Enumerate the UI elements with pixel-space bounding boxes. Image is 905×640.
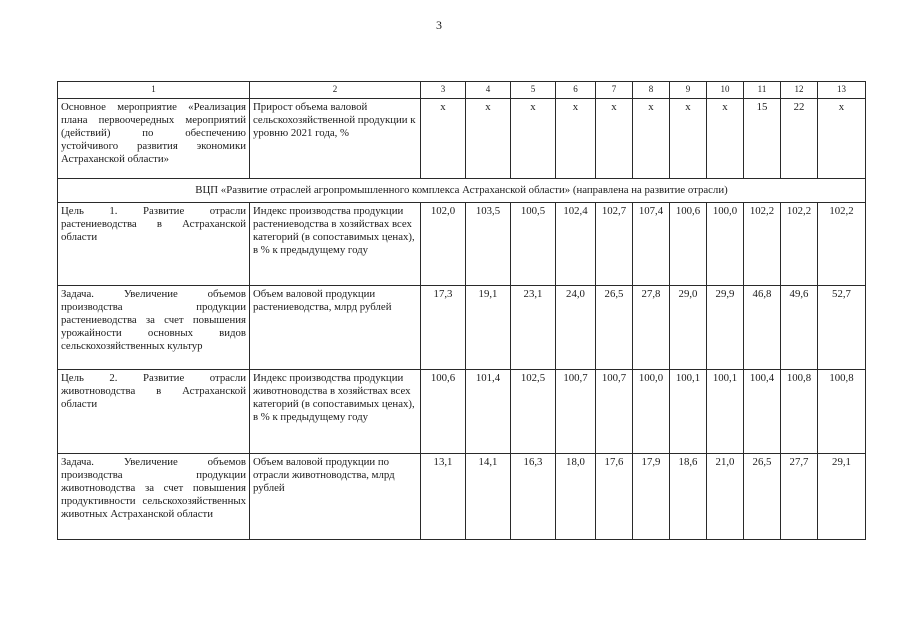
column-number-cell: 3 bbox=[421, 82, 466, 99]
table-row bbox=[58, 454, 866, 540]
value-cell: x bbox=[707, 99, 744, 179]
value-cell: x bbox=[421, 99, 466, 179]
table-row bbox=[58, 286, 866, 370]
value-cell: 21,0 bbox=[707, 454, 744, 540]
value-cell: 100,8 bbox=[781, 370, 818, 454]
value-cell: x bbox=[633, 99, 670, 179]
value-cell: 18,6 bbox=[670, 454, 707, 540]
value-cell: 26,5 bbox=[744, 454, 781, 540]
value-cell: 29,1 bbox=[818, 454, 866, 540]
value-cell: x bbox=[670, 99, 707, 179]
column-number-cell: 5 bbox=[511, 82, 556, 99]
value-cell: 100,1 bbox=[707, 370, 744, 454]
value-cell: 100,0 bbox=[707, 203, 744, 286]
value-cell: 102,7 bbox=[596, 203, 633, 286]
value-cell: 100,4 bbox=[744, 370, 781, 454]
value-cell: x bbox=[556, 99, 596, 179]
value-cell: 17,9 bbox=[633, 454, 670, 540]
column-number-cell: 12 bbox=[781, 82, 818, 99]
indicators-table bbox=[57, 81, 866, 540]
value-cell: 100,7 bbox=[596, 370, 633, 454]
table-row bbox=[58, 99, 866, 179]
column-number-cell: 10 bbox=[707, 82, 744, 99]
indicator-cell: Индекс производства продукции растениеводства в хозяйствах всех категорий (в сопоставимых ценах), в % к предыдущему году bbox=[250, 203, 421, 286]
value-cell: x bbox=[511, 99, 556, 179]
activity-cell: Задача. Увеличение объемов производства продукции животноводства за счет повышения продуктивности сельскохозяйственных животных Астраханской области bbox=[58, 454, 250, 540]
value-cell: 100,8 bbox=[818, 370, 866, 454]
value-cell: 102,4 bbox=[556, 203, 596, 286]
section-row bbox=[58, 179, 866, 203]
value-cell: 101,4 bbox=[466, 370, 511, 454]
value-cell: 23,1 bbox=[511, 286, 556, 370]
indicator-cell: Объем валовой продукции по отрасли животноводства, млрд рублей bbox=[250, 454, 421, 540]
value-cell: 102,2 bbox=[744, 203, 781, 286]
value-cell: 100,1 bbox=[670, 370, 707, 454]
value-cell: x bbox=[596, 99, 633, 179]
activity-cell: Основное мероприятие «Реализация плана первоочередных мероприятий (действий) по обеспечению устойчивого развития экономики Астраханской области» bbox=[58, 99, 250, 179]
column-number-cell: 4 bbox=[466, 82, 511, 99]
value-cell: 103,5 bbox=[466, 203, 511, 286]
value-cell: 18,0 bbox=[556, 454, 596, 540]
table-row bbox=[58, 203, 866, 286]
value-cell: 22 bbox=[781, 99, 818, 179]
value-cell: 27,7 bbox=[781, 454, 818, 540]
value-cell: 100,6 bbox=[670, 203, 707, 286]
page-number: 3 bbox=[436, 18, 442, 32]
table-body bbox=[58, 82, 866, 540]
column-number-cell: 13 bbox=[818, 82, 866, 99]
value-cell: 29,9 bbox=[707, 286, 744, 370]
value-cell: 102,0 bbox=[421, 203, 466, 286]
value-cell: 102,2 bbox=[818, 203, 866, 286]
value-cell: x bbox=[818, 99, 866, 179]
value-cell: 13,1 bbox=[421, 454, 466, 540]
activity-cell: Цель 2. Развитие отрасли животноводства в Астраханской области bbox=[58, 370, 250, 454]
value-cell: 19,1 bbox=[466, 286, 511, 370]
value-cell: 17,3 bbox=[421, 286, 466, 370]
table-row bbox=[58, 370, 866, 454]
indicator-cell: Прирост объема валовой сельскохозяйственной продукции к уровню 2021 года, % bbox=[250, 99, 421, 179]
section-title: ВЦП «Развитие отраслей агропромышленного комплекса Астраханской области» (направлена на развитие отрасли) bbox=[58, 179, 866, 203]
value-cell: 16,3 bbox=[511, 454, 556, 540]
value-cell: 100,6 bbox=[421, 370, 466, 454]
value-cell: 15 bbox=[744, 99, 781, 179]
value-cell: 24,0 bbox=[556, 286, 596, 370]
column-number-row bbox=[58, 82, 866, 99]
value-cell: 100,0 bbox=[633, 370, 670, 454]
value-cell: 46,8 bbox=[744, 286, 781, 370]
column-number-cell: 11 bbox=[744, 82, 781, 99]
value-cell: 100,7 bbox=[556, 370, 596, 454]
column-number-cell: 2 bbox=[250, 82, 421, 99]
value-cell: 100,5 bbox=[511, 203, 556, 286]
value-cell: 102,2 bbox=[781, 203, 818, 286]
value-cell: 26,5 bbox=[596, 286, 633, 370]
value-cell: 14,1 bbox=[466, 454, 511, 540]
column-number-cell: 6 bbox=[556, 82, 596, 99]
column-number-cell: 9 bbox=[670, 82, 707, 99]
activity-cell: Задача. Увеличение объемов производства продукции растениеводства за счет повышения урожайности основных видов сельскохозяйственных культур bbox=[58, 286, 250, 370]
value-cell: 52,7 bbox=[818, 286, 866, 370]
activity-cell: Цель 1. Развитие отрасли растениеводства в Астраханской области bbox=[58, 203, 250, 286]
value-cell: 29,0 bbox=[670, 286, 707, 370]
value-cell: 102,5 bbox=[511, 370, 556, 454]
column-number-cell: 7 bbox=[596, 82, 633, 99]
column-number-cell: 1 bbox=[58, 82, 250, 99]
column-number-cell: 8 bbox=[633, 82, 670, 99]
indicator-cell: Объем валовой продукции растениеводства, млрд рублей bbox=[250, 286, 421, 370]
value-cell: x bbox=[466, 99, 511, 179]
value-cell: 27,8 bbox=[633, 286, 670, 370]
indicator-cell: Индекс производства продукции животноводства в хозяйствах всех категорий (в сопоставимых ценах), в % к предыдущему году bbox=[250, 370, 421, 454]
value-cell: 49,6 bbox=[781, 286, 818, 370]
value-cell: 17,6 bbox=[596, 454, 633, 540]
value-cell: 107,4 bbox=[633, 203, 670, 286]
